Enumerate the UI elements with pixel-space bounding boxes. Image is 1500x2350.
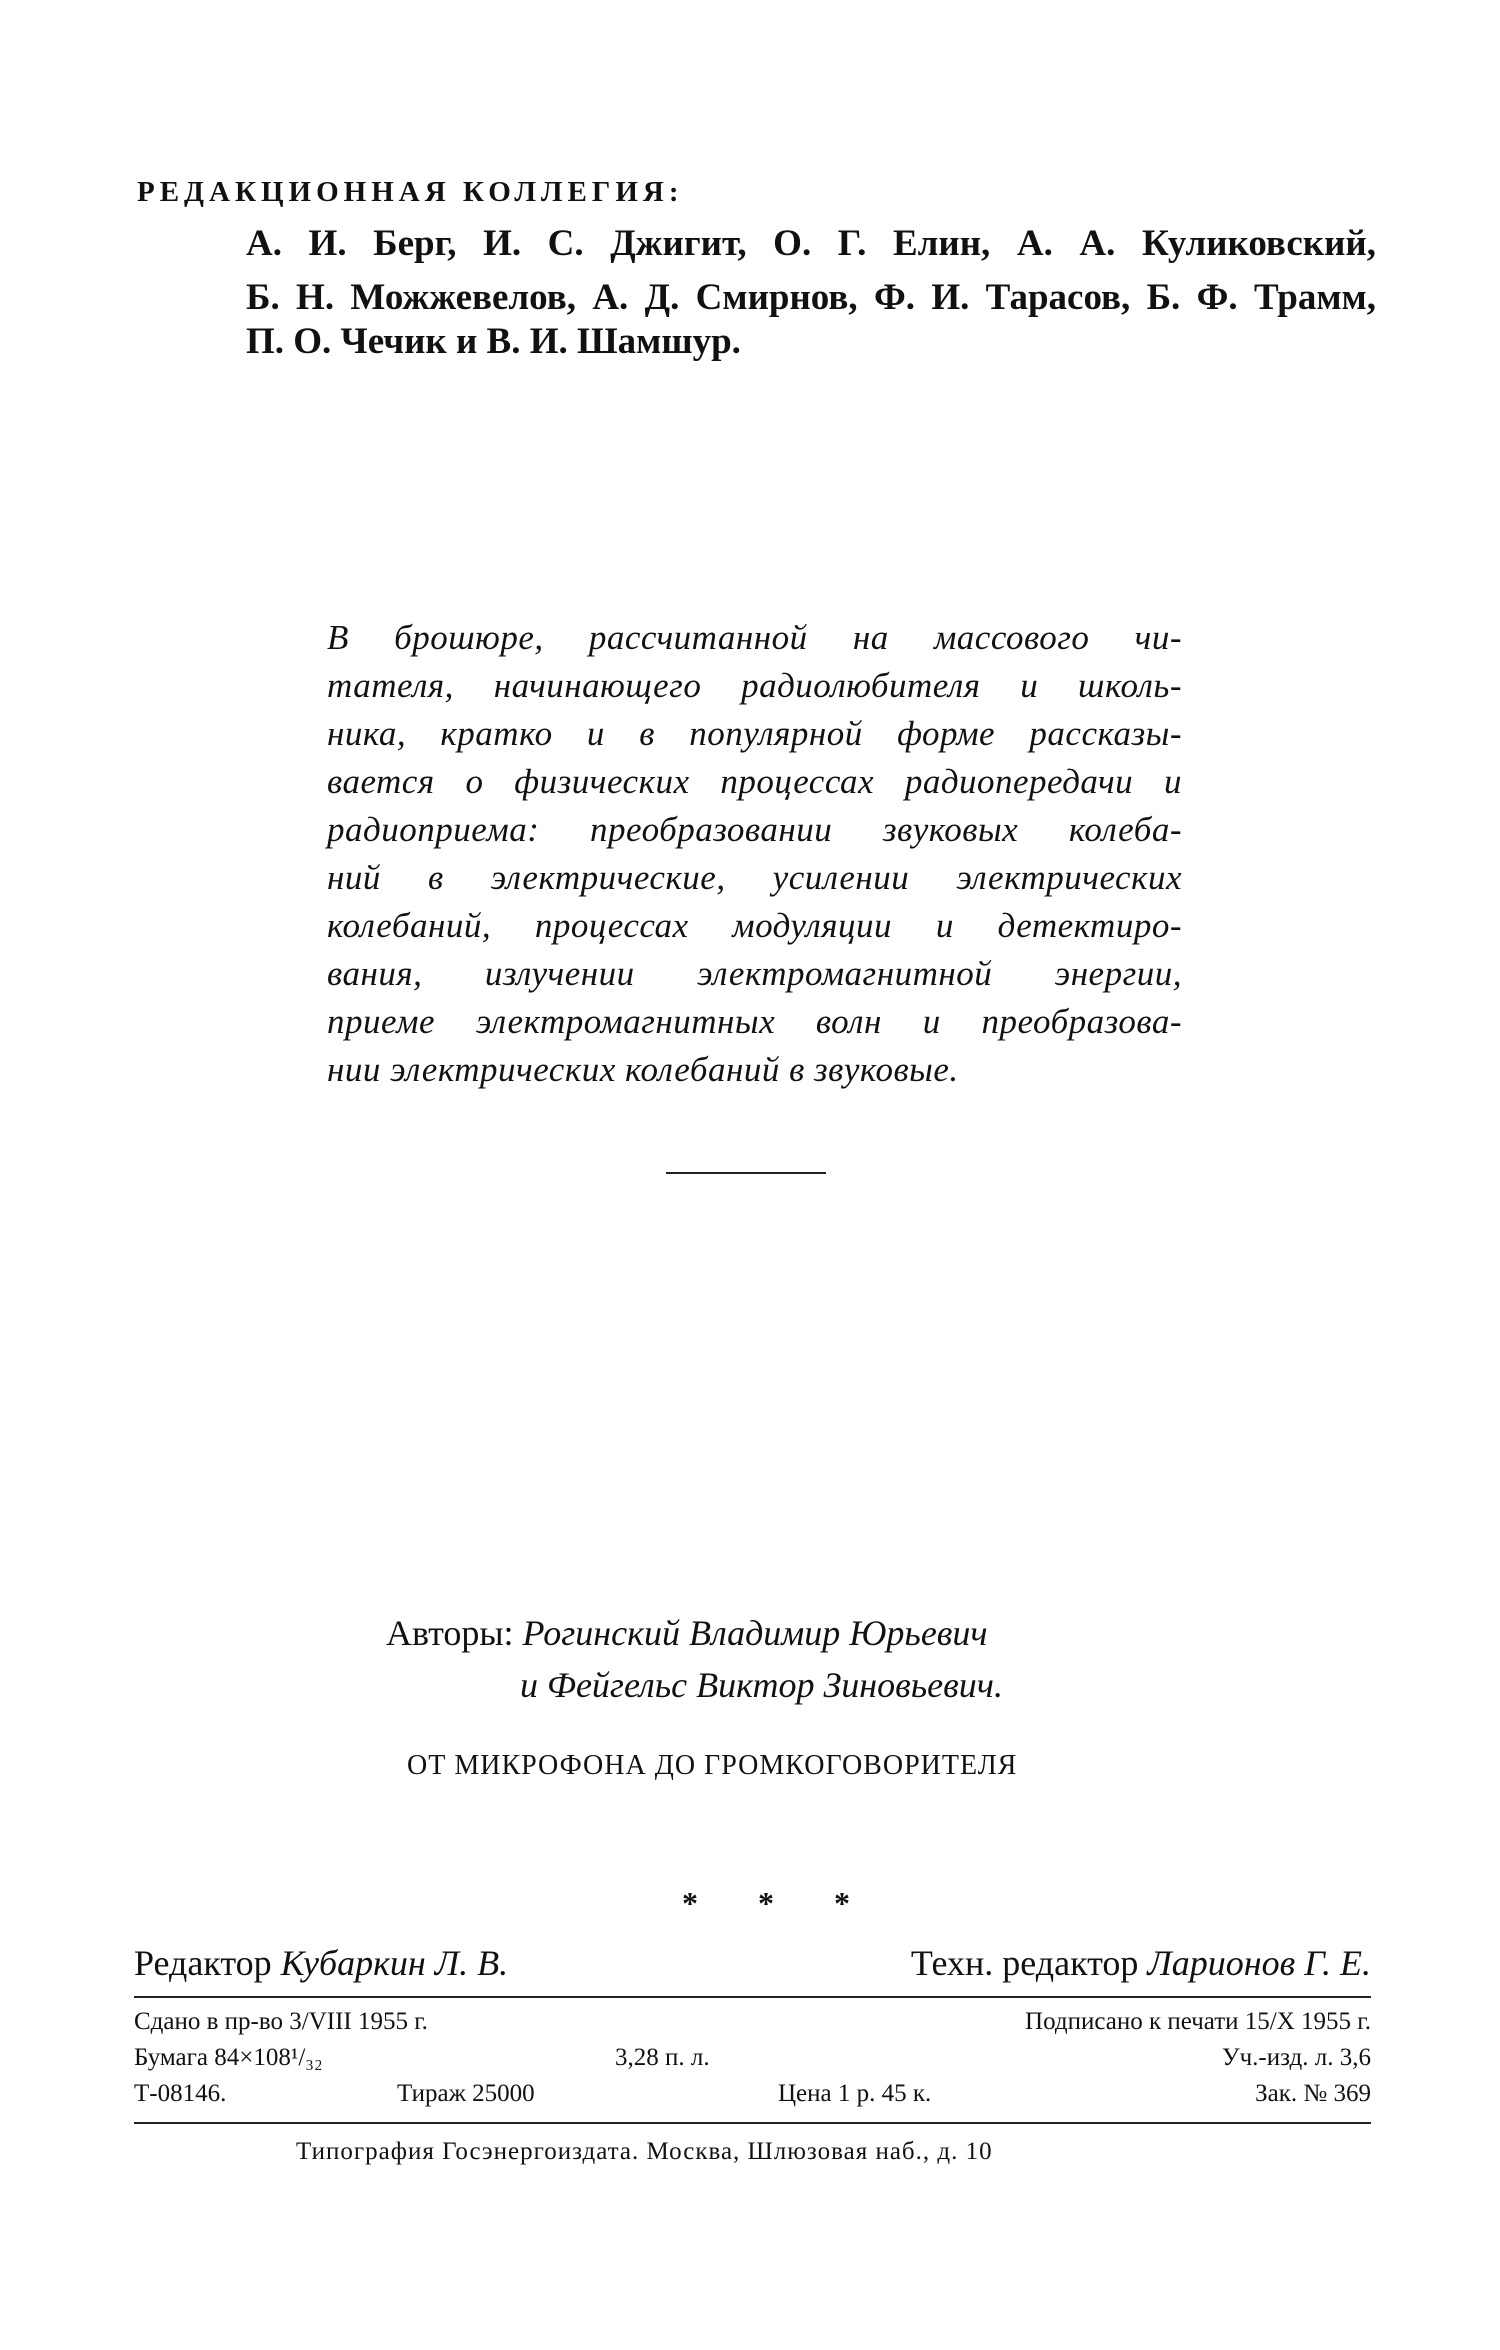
imprint-submitted: Сдано в пр-во 3/VIII 1955 г.	[134, 2008, 428, 2035]
annotation-line: вания, излучении электромагнитной энергии,	[327, 954, 1182, 993]
editorial-board-line-3: П. О. Чечик и В. И. Шамшур.	[246, 321, 741, 362]
imprint-price: Цена 1 р. 45 к.	[778, 2080, 932, 2107]
asterism: * * *	[682, 1885, 876, 1921]
annotation-line: ний в электрические, усилении электрических	[327, 858, 1182, 897]
editorial-board-heading: РЕДАКЦИОННАЯ КОЛЛЕГИЯ:	[137, 176, 684, 208]
imprint-order: Зак. № 369	[1255, 2080, 1371, 2107]
annotation-line: радиоприема: преобразовании звуковых колеба-	[327, 810, 1182, 849]
editor-label: Редактор	[134, 1943, 272, 1983]
imprint-paper: Бумага 84×108¹/₃₂	[134, 2044, 323, 2071]
annotation-line: нии электрических колебаний в звуковые.	[327, 1050, 959, 1089]
annotation-line: ника, кратко и в популярной форме рассказы-	[327, 714, 1182, 753]
printer-line: Типография Госэнергоиздата. Москва, Шлюзовая наб., д. 10	[296, 2138, 993, 2165]
annotation-line: В брошюре, рассчитанной на массового чи-	[327, 618, 1182, 657]
tech-editor-label: Техн. редактор	[910, 1943, 1139, 1983]
imprint-rule-top	[134, 1996, 1371, 1998]
tech-editor	[911, 1942, 1371, 1984]
imprint-run: Тираж 25000	[397, 2080, 535, 2107]
book-title: ОТ МИКРОФОНА ДО ГРОМКОГОВОРИТЕЛЯ	[407, 1750, 1018, 1781]
imprint-rule-bottom	[134, 2122, 1371, 2124]
annotation-line: приеме электромагнитных волн и преобразова-	[327, 1002, 1182, 1041]
editorial-board-line-2: Б. Н. Можжевелов, А. Д. Смирнов, Ф. И. Тарасов, Б. Ф. Трамм,	[246, 277, 1376, 318]
author-first: Рогинский Владимир Юрьевич	[522, 1613, 988, 1653]
imprint-signed: Подписано к печати 15/X 1955 г.	[1025, 2008, 1371, 2035]
imprint-sheets: 3,28 п. л.	[615, 2044, 710, 2071]
editorial-board-line-1: А. И. Берг, И. С. Джигит, О. Г. Елин, А. А. Куликовский,	[246, 223, 1376, 264]
editor-name: Кубаркин Л. В.	[280, 1943, 509, 1983]
author-second: и Фейгельс Виктор Зиновьевич.	[520, 1665, 1003, 1705]
annotation-line: вается о физических процессах радиопередачи и	[327, 762, 1182, 801]
tech-editor-name: Ларионов Г. Е.	[1147, 1943, 1371, 1983]
authors-line-1	[386, 1612, 988, 1654]
editors-row	[134, 1942, 1371, 1992]
imprint-pub-sheets: Уч.-изд. л. 3,6	[1221, 2044, 1371, 2071]
imprint-code: Т-08146.	[134, 2080, 227, 2107]
editor	[134, 1942, 508, 1984]
section-divider	[666, 1172, 826, 1174]
annotation-line: тателя, начинающего радиолюбителя и школь-	[327, 666, 1182, 705]
authors-label: Авторы:	[386, 1613, 514, 1653]
annotation-line: колебаний, процессах модуляции и детектиро-	[327, 906, 1182, 945]
